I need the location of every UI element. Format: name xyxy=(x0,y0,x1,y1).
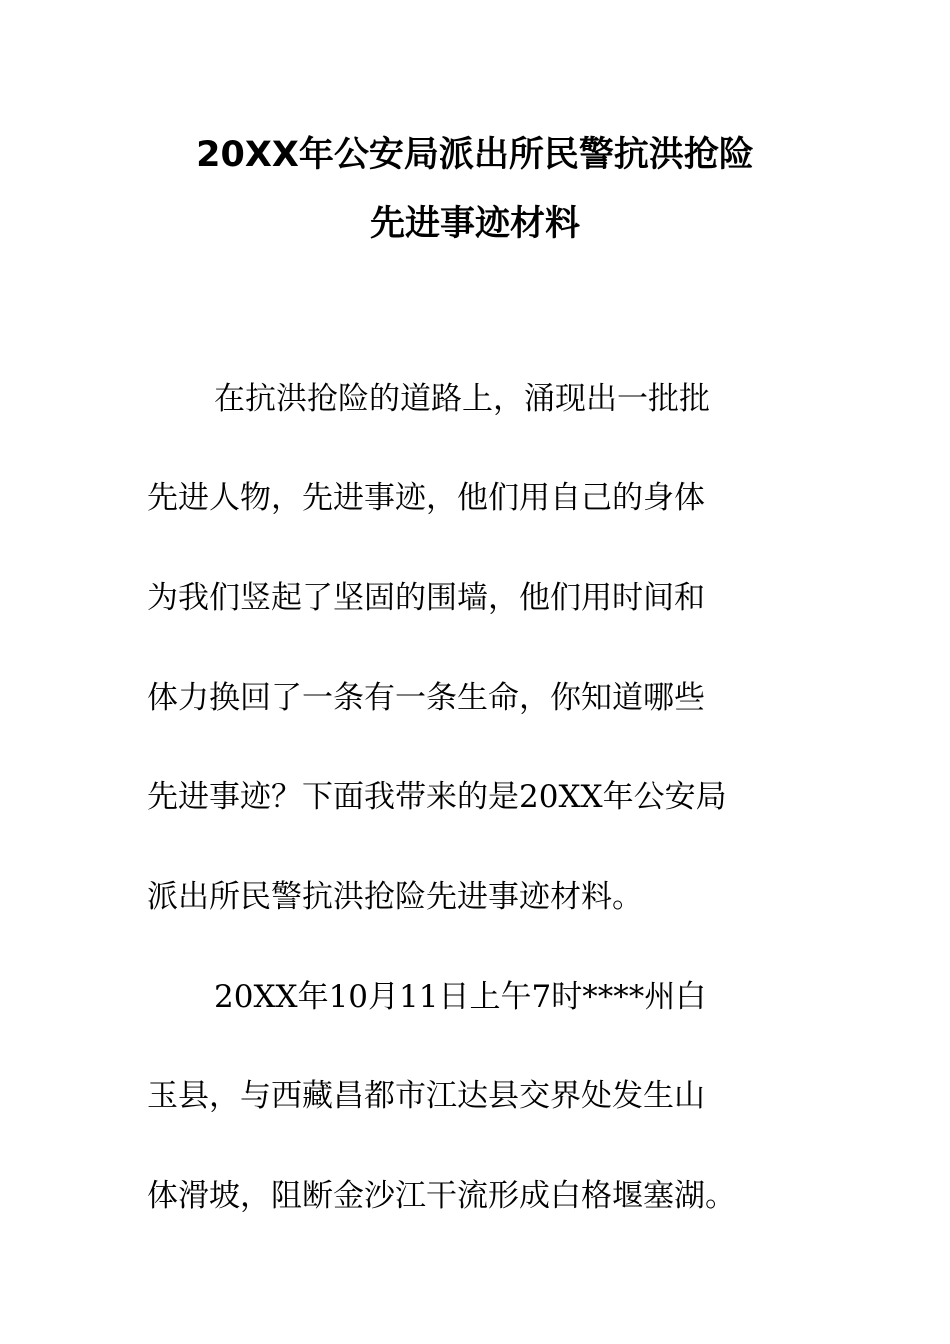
paragraph-line: 先进人物，先进事迹，他们用自己的身体 xyxy=(147,480,705,516)
paragraph-line: 体力换回了一条有一条生命，你知道哪些 xyxy=(147,680,705,716)
paragraph-line: 体滑坡，阻断金沙江干流形成白格堰塞湖。 xyxy=(147,1178,736,1214)
title-line-2: 先进事迹材料 xyxy=(369,204,580,244)
paragraph-line: 先进事迹？下面我带来的是20XX年公安局 xyxy=(147,779,727,815)
paragraph-line: 在抗洪抢险的道路上，涌现出一批批 xyxy=(214,381,710,417)
paragraph-line: 20XX年10月11日上午7时****州白 xyxy=(214,979,707,1015)
paragraph-line: 玉县，与西藏昌都市江达县交界处发生山 xyxy=(147,1078,705,1114)
paragraph-line: 派出所民警抗洪抢险先进事迹材料。 xyxy=(147,879,643,915)
title-line-1: 20XX年公安局派出所民警抗洪抢险 xyxy=(196,135,754,175)
paragraph-line: 为我们竖起了坚固的围墙，他们用时间和 xyxy=(147,580,705,616)
